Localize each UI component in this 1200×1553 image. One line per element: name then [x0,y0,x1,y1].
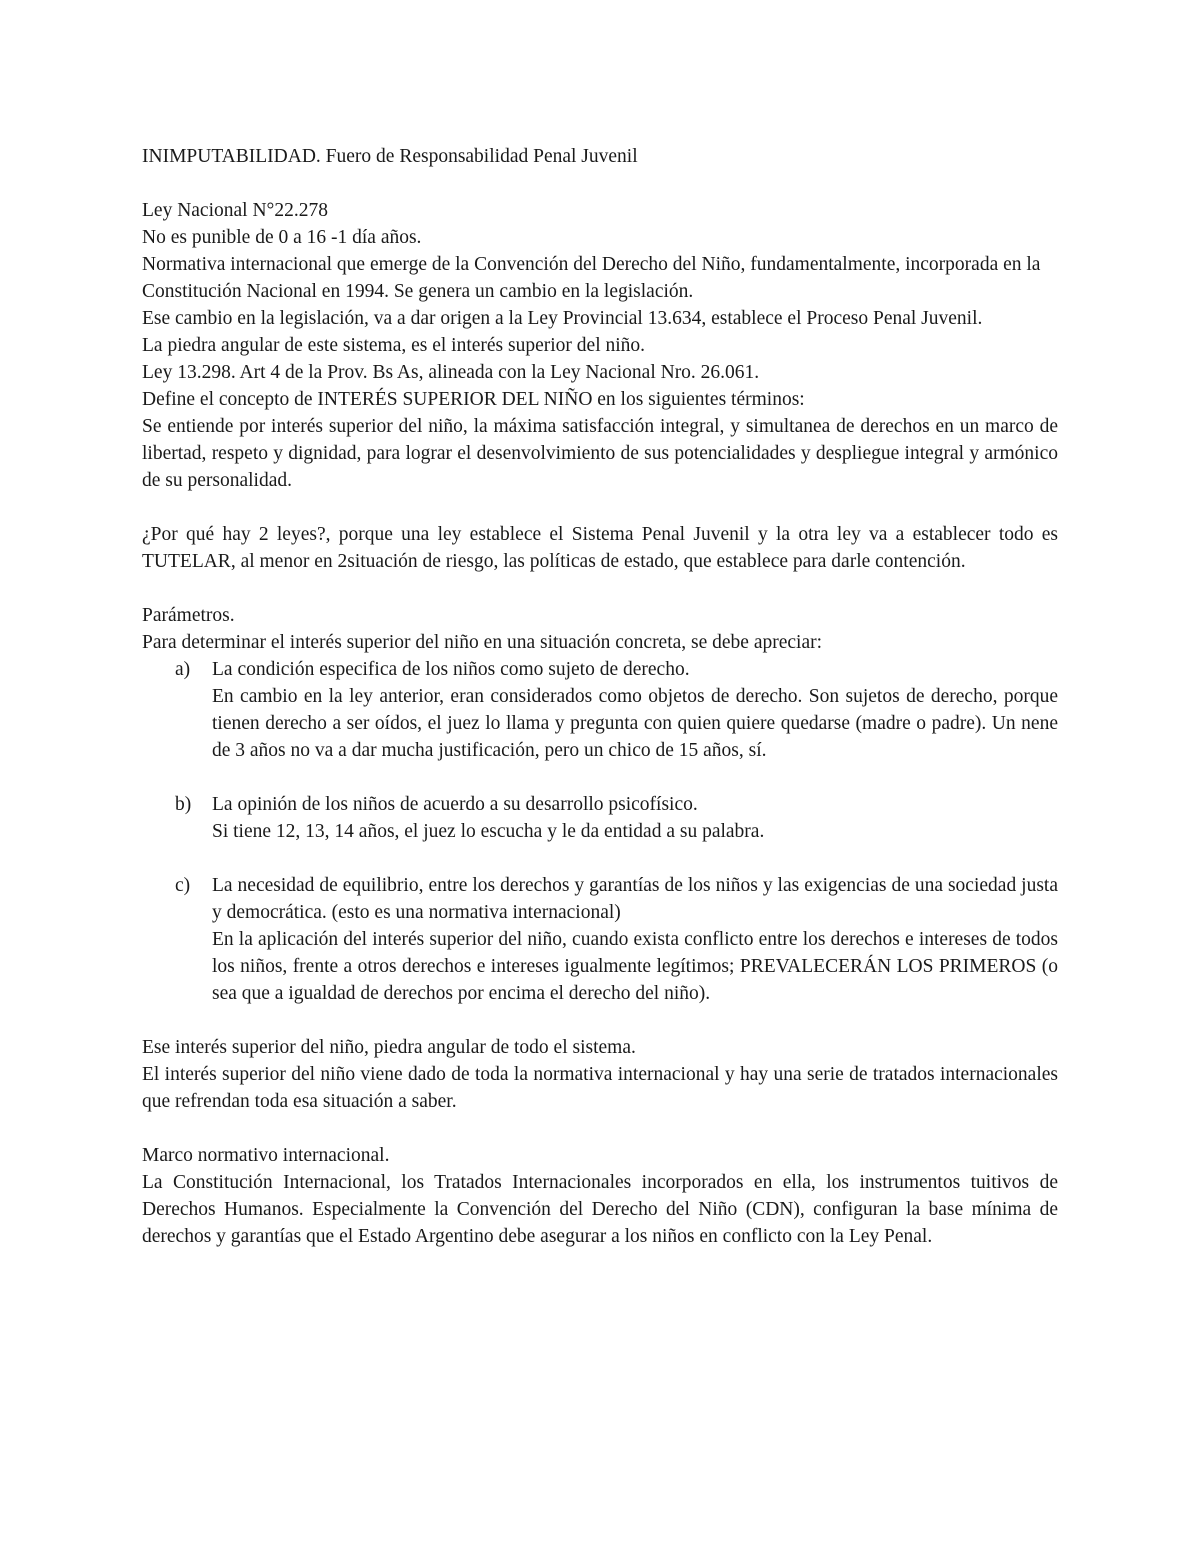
spacer [142,764,1058,791]
international-norm-paragraph: Normativa internacional que emerge de la Convención del Derecho del Niño, fundamentalmente, incorporada en la Constitución Nacional en 1994. Se genera un cambio en la legislación. [142,254,1041,302]
spacer [142,845,1058,872]
list-item [142,791,1058,845]
list-marker: c) [175,875,191,896]
marco-paragraph: La Constitución Internacional, los Tratados Internacionales incorporados en ella, los instrumentos tuitivos de Derechos Humanos. Especialmente la Convención del Derecho del Niño (CDN), configuran la base mínima de derechos y garantías que el Estado Argentino debe asegurar a los niños en conflicto con la Ley Penal. [142,1172,1058,1247]
document-page [142,143,1058,1250]
spacer [142,575,1058,602]
spacer [142,170,1058,197]
list-marker: a) [175,659,191,680]
parameters-heading: Parámetros. [142,605,235,626]
document-title: INIMPUTABILIDAD. Fuero de Responsabilidad Penal Juvenil [142,146,638,167]
law-reference: Ley Nacional N°22.278 [142,200,328,221]
list-item [142,872,1058,1007]
list-item-body: Si tiene 12, 13, 14 años, el juez lo escucha y le da entidad a su palabra. [212,821,765,842]
parameters-lead: Para determinar el interés superior del niño en una situación concreta, se debe apreciar: [142,632,823,653]
closing-statement: Ese interés superior del niño, piedra angular de todo el sistema. [142,1037,636,1058]
closing-paragraph: El interés superior del niño viene dado de toda la normativa internacional y hay una serie de tratados internacionales que refrendan toda esa situación a saber. [142,1064,1058,1112]
spacer [142,1007,1058,1034]
list-item-title: La condición especifica de los niños como sujeto de derecho. [212,659,690,680]
definition-paragraph: Se entiende por interés superior del niño, la máxima satisfacción integral, y simultanea de derechos en un marco de libertad, respeto y dignidad, para lograr el desenvolvimiento de sus potencialidades y despliegue integral y armónico de su personalidad. [142,416,1058,491]
definition-lead: Define el concepto de INTERÉS SUPERIOR DEL NIÑO en los siguientes términos: [142,389,805,410]
list-item-body: En la aplicación del interés superior del niño, cuando exista conflicto entre los derechos e intereses de todos los niños, frente a otros derechos e intereses igualmente legítimos; PREVALECERÁN LOS PRIMEROS (o sea que a igualdad de derechos por encima el derecho del niño). [212,929,1058,1004]
list-item [142,656,1058,764]
list-marker: b) [175,794,192,815]
parameters-list [142,656,1058,1007]
spacer [142,494,1058,521]
two-laws-paragraph: ¿Por qué hay 2 leyes?, porque una ley establece el Sistema Penal Juvenil y la otra ley va a establecer todo es TUTELAR, al menor en 2situación de riesgo, las políticas de estado, que establece para darle contención. [142,524,1058,572]
list-item-body: En cambio en la ley anterior, eran considerados como objetos de derecho. Son sujetos de derecho, porque tienen derecho a ser oídos, el juez lo llama y pregunta con quien quiere quedarse (madre o padre). Un nene de 3 años no va a dar mucha justificación, pero un chico de 15 años, sí. [212,686,1058,761]
marco-heading: Marco normativo internacional. [142,1145,390,1166]
law-13298-reference: Ley 13.298. Art 4 de la Prov. Bs As, alineada con la Ley Nacional Nro. 26.061. [142,362,760,383]
list-item-title: La necesidad de equilibrio, entre los derechos y garantías de los niños y las exigencias de una sociedad justa y democrática. (esto es una normativa internacional) [212,875,1058,923]
list-item-title: La opinión de los niños de acuerdo a su desarrollo psicofísico. [212,794,698,815]
provincial-law-paragraph: Ese cambio en la legislación, va a dar origen a la Ley Provincial 13.634, establece el Proceso Penal Juvenil. [142,308,983,329]
spacer [142,1115,1058,1142]
cornerstone-statement: La piedra angular de este sistema, es el interés superior del niño. [142,335,646,356]
age-statement: No es punible de 0 a 16 -1 día años. [142,227,422,248]
